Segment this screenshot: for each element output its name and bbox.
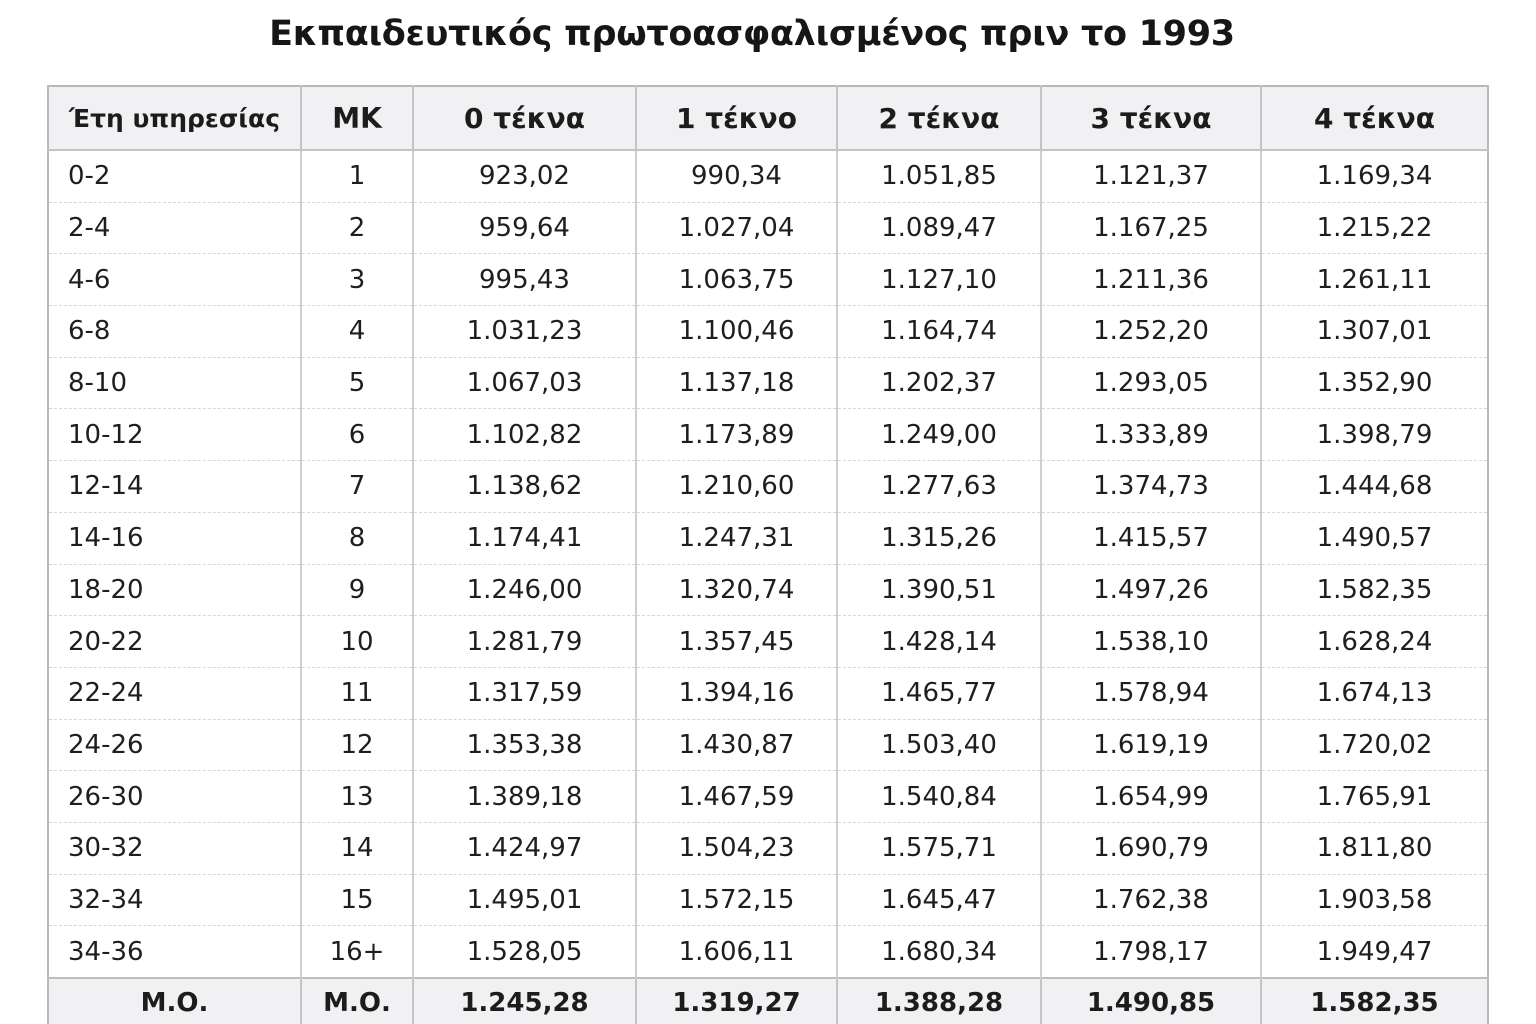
years-cell: 20-22 <box>48 616 301 668</box>
years-cell: 4-6 <box>48 254 301 306</box>
salary-cell: 1.503,40 <box>837 719 1041 771</box>
salary-cell: 1.428,14 <box>837 616 1041 668</box>
header-mk: ΜΚ <box>301 86 413 150</box>
salary-cell: 1.249,00 <box>837 409 1041 461</box>
salary-cell: 1.352,90 <box>1261 357 1488 409</box>
salary-cell: 1.169,34 <box>1261 150 1488 202</box>
table-row <box>48 719 1488 771</box>
salary-cell: 1.281,79 <box>413 616 636 668</box>
salary-cell: 1.127,10 <box>837 254 1041 306</box>
table-row <box>48 822 1488 874</box>
salary-cell: 1.089,47 <box>837 202 1041 254</box>
salary-cell: 1.246,00 <box>413 564 636 616</box>
salary-cell: 1.465,77 <box>837 667 1041 719</box>
table-row <box>48 926 1488 978</box>
mk-cell: 7 <box>301 461 413 513</box>
mk-cell: 16+ <box>301 926 413 978</box>
salary-cell: 1.173,89 <box>636 409 837 461</box>
header-1-child: 1 τέκνο <box>636 86 837 150</box>
mk-cell: 5 <box>301 357 413 409</box>
salary-cell: 990,34 <box>636 150 837 202</box>
salary-cell: 1.674,13 <box>1261 667 1488 719</box>
salary-cell: 1.353,38 <box>413 719 636 771</box>
mk-cell: 14 <box>301 822 413 874</box>
salary-cell: 1.654,99 <box>1041 771 1261 823</box>
salary-cell: 1.067,03 <box>413 357 636 409</box>
years-cell: 8-10 <box>48 357 301 409</box>
salary-cell: 1.690,79 <box>1041 822 1261 874</box>
mk-cell: 10 <box>301 616 413 668</box>
salary-cell: 1.063,75 <box>636 254 837 306</box>
salary-cell: 1.315,26 <box>837 512 1041 564</box>
table-row <box>48 874 1488 926</box>
salary-cell: 1.247,31 <box>636 512 837 564</box>
table-row <box>48 667 1488 719</box>
average-cell: 1.319,27 <box>636 978 837 1024</box>
salary-cell: 1.261,11 <box>1261 254 1488 306</box>
years-cell: 32-34 <box>48 874 301 926</box>
salary-cell: 1.277,63 <box>837 461 1041 513</box>
salary-cell: 1.215,22 <box>1261 202 1488 254</box>
mk-cell: 4 <box>301 306 413 358</box>
salary-cell: 1.949,47 <box>1261 926 1488 978</box>
salary-cell: 1.389,18 <box>413 771 636 823</box>
salary-cell: 1.357,45 <box>636 616 837 668</box>
salary-cell: 1.100,46 <box>636 306 837 358</box>
average-cell: 1.582,35 <box>1261 978 1488 1024</box>
mk-cell: 3 <box>301 254 413 306</box>
mk-cell: 12 <box>301 719 413 771</box>
salary-cell: 1.307,01 <box>1261 306 1488 358</box>
salary-cell: 1.138,62 <box>413 461 636 513</box>
salary-cell: 1.210,60 <box>636 461 837 513</box>
header-2-children: 2 τέκνα <box>837 86 1041 150</box>
salary-cell: 1.495,01 <box>413 874 636 926</box>
salary-cell: 1.497,26 <box>1041 564 1261 616</box>
salary-cell: 1.575,71 <box>837 822 1041 874</box>
salary-cell: 1.424,97 <box>413 822 636 874</box>
salary-cell: 1.031,23 <box>413 306 636 358</box>
years-cell: 0-2 <box>48 150 301 202</box>
average-mk-label: Μ.Ο. <box>301 978 413 1024</box>
years-cell: 22-24 <box>48 667 301 719</box>
years-cell: 24-26 <box>48 719 301 771</box>
salary-cell: 1.027,04 <box>636 202 837 254</box>
salary-cell: 1.762,38 <box>1041 874 1261 926</box>
mk-cell: 13 <box>301 771 413 823</box>
salary-cell: 1.538,10 <box>1041 616 1261 668</box>
mk-cell: 9 <box>301 564 413 616</box>
salary-table <box>47 85 1489 1024</box>
mk-cell: 1 <box>301 150 413 202</box>
salary-cell: 1.540,84 <box>837 771 1041 823</box>
mk-cell: 2 <box>301 202 413 254</box>
salary-cell: 1.628,24 <box>1261 616 1488 668</box>
years-cell: 2-4 <box>48 202 301 254</box>
table-row <box>48 512 1488 564</box>
salary-cell: 1.102,82 <box>413 409 636 461</box>
mk-cell: 11 <box>301 667 413 719</box>
salary-cell: 1.374,73 <box>1041 461 1261 513</box>
salary-cell: 1.430,87 <box>636 719 837 771</box>
table-row <box>48 461 1488 513</box>
salary-cell: 1.317,59 <box>413 667 636 719</box>
salary-cell: 1.394,16 <box>636 667 837 719</box>
average-cell: 1.490,85 <box>1041 978 1261 1024</box>
salary-cell: 1.490,57 <box>1261 512 1488 564</box>
mk-cell: 15 <box>301 874 413 926</box>
salary-cell: 1.211,36 <box>1041 254 1261 306</box>
table-row <box>48 306 1488 358</box>
salary-cell: 1.174,41 <box>413 512 636 564</box>
salary-cell: 1.582,35 <box>1261 564 1488 616</box>
salary-cell: 1.252,20 <box>1041 306 1261 358</box>
table-row <box>48 202 1488 254</box>
salary-cell: 1.398,79 <box>1261 409 1488 461</box>
mk-cell: 6 <box>301 409 413 461</box>
years-cell: 10-12 <box>48 409 301 461</box>
salary-cell: 1.390,51 <box>837 564 1041 616</box>
salary-cell: 995,43 <box>413 254 636 306</box>
years-cell: 30-32 <box>48 822 301 874</box>
table-row <box>48 357 1488 409</box>
salary-cell: 1.467,59 <box>636 771 837 823</box>
years-cell: 34-36 <box>48 926 301 978</box>
years-cell: 12-14 <box>48 461 301 513</box>
salary-cell: 1.504,23 <box>636 822 837 874</box>
years-cell: 18-20 <box>48 564 301 616</box>
salary-cell: 1.167,25 <box>1041 202 1261 254</box>
years-cell: 6-8 <box>48 306 301 358</box>
salary-cell: 1.320,74 <box>636 564 837 616</box>
header-years-of-service: Έτη υπηρεσίας <box>48 86 301 150</box>
salary-cell: 1.164,74 <box>837 306 1041 358</box>
header-3-children: 3 τέκνα <box>1041 86 1261 150</box>
table-row <box>48 409 1488 461</box>
table-row <box>48 564 1488 616</box>
salary-cell: 1.444,68 <box>1261 461 1488 513</box>
salary-cell: 1.202,37 <box>837 357 1041 409</box>
header-0-children: 0 τέκνα <box>413 86 636 150</box>
average-row <box>48 978 1488 1024</box>
salary-cell: 1.765,91 <box>1261 771 1488 823</box>
table-row <box>48 616 1488 668</box>
salary-cell: 1.619,19 <box>1041 719 1261 771</box>
salary-cell: 1.528,05 <box>413 926 636 978</box>
header-row <box>48 86 1488 150</box>
salary-cell: 1.121,37 <box>1041 150 1261 202</box>
salary-cell: 1.051,85 <box>837 150 1041 202</box>
average-label: Μ.Ο. <box>48 978 301 1024</box>
table-row <box>48 150 1488 202</box>
salary-cell: 1.293,05 <box>1041 357 1261 409</box>
average-cell: 1.388,28 <box>837 978 1041 1024</box>
salary-cell: 923,02 <box>413 150 636 202</box>
years-cell: 14-16 <box>48 512 301 564</box>
mk-cell: 8 <box>301 512 413 564</box>
table-row <box>48 254 1488 306</box>
salary-cell: 959,64 <box>413 202 636 254</box>
salary-cell: 1.578,94 <box>1041 667 1261 719</box>
table-title: Εκπαιδευτικός πρωτοασφαλισμένος πριν το 1993 <box>269 14 1235 54</box>
salary-cell: 1.903,58 <box>1261 874 1488 926</box>
salary-cell: 1.680,34 <box>837 926 1041 978</box>
average-cell: 1.245,28 <box>413 978 636 1024</box>
salary-cell: 1.720,02 <box>1261 719 1488 771</box>
salary-cell: 1.333,89 <box>1041 409 1261 461</box>
salary-cell: 1.606,11 <box>636 926 837 978</box>
header-4-children: 4 τέκνα <box>1261 86 1488 150</box>
salary-cell: 1.645,47 <box>837 874 1041 926</box>
salary-cell: 1.798,17 <box>1041 926 1261 978</box>
table-row <box>48 771 1488 823</box>
salary-cell: 1.572,15 <box>636 874 837 926</box>
salary-cell: 1.811,80 <box>1261 822 1488 874</box>
salary-cell: 1.415,57 <box>1041 512 1261 564</box>
salary-cell: 1.137,18 <box>636 357 837 409</box>
table-body <box>48 150 1488 978</box>
years-cell: 26-30 <box>48 771 301 823</box>
